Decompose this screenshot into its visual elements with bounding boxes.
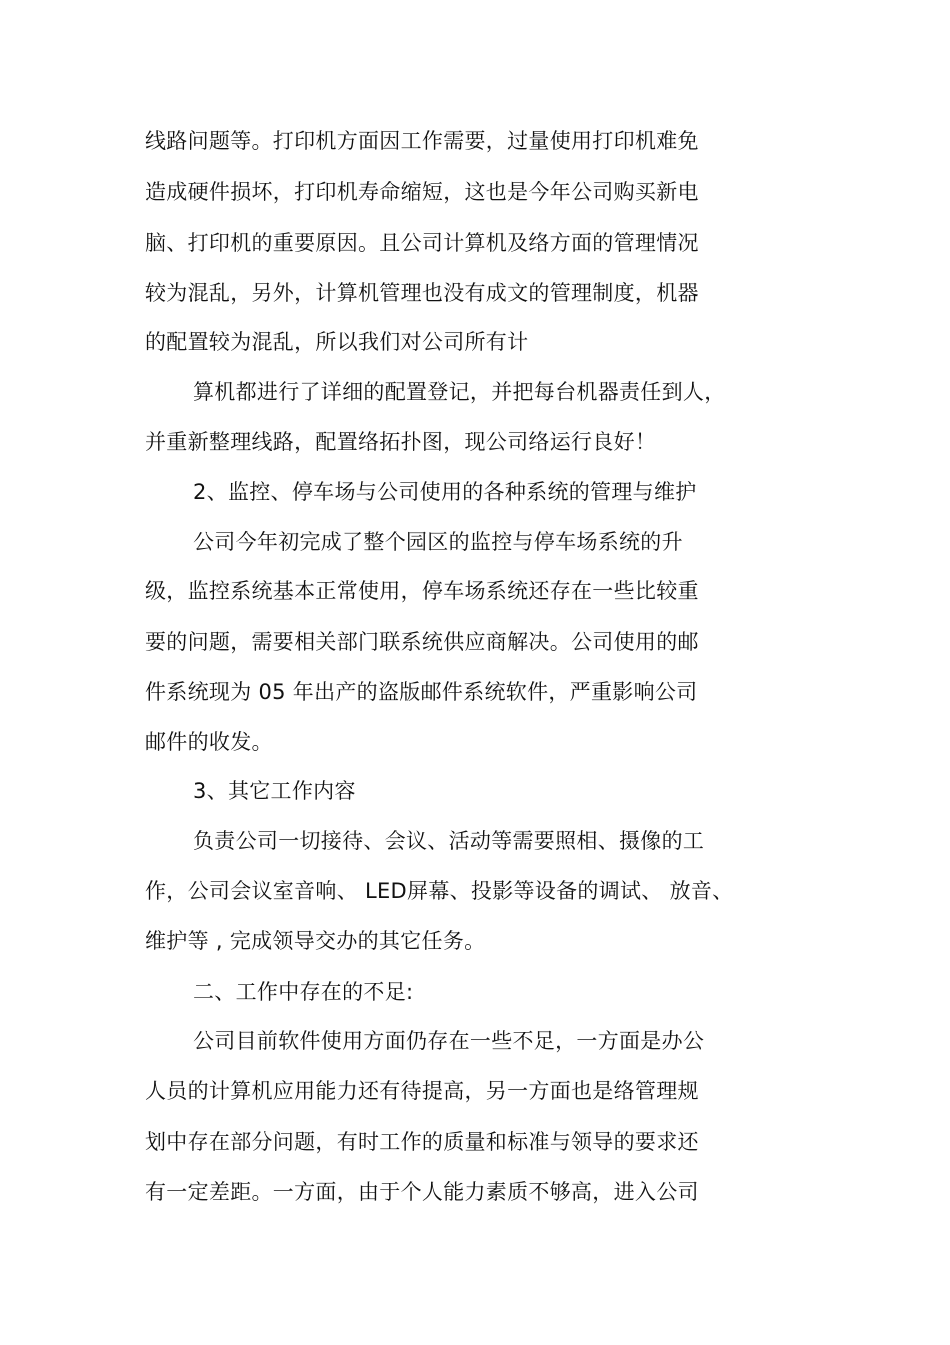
text-line: 邮件的收发。 [145, 730, 273, 754]
text-line: 人员的计算机应用能力还有待提高，另一方面也是络管理规 [145, 1079, 699, 1103]
text-line: 作，公司会议室音响、 LED屏幕、投影等设备的调试、 放音、 [145, 879, 734, 903]
text-line: 负责公司一切接待、会议、活动等需要照相、摄像的工 [193, 829, 705, 853]
section-heading: 2、监控、停车场与公司使用的各种系统的管理与维护 [193, 480, 697, 504]
text-line: 级，监控系统基本正常使用，停车场系统还存在一些比较重 [145, 579, 699, 603]
text-line: 较为混乱，另外，计算机管理也没有成文的管理制度，机器 [145, 281, 699, 305]
text-line: 有一定差距。一方面，由于个人能力素质不够高，进入公司 [145, 1180, 699, 1204]
text-line: 脑、打印机的重要原因。且公司计算机及络方面的管理情况 [145, 231, 699, 255]
text-line: 线路问题等。打印机方面因工作需要，过量使用打印机难免 [145, 129, 699, 153]
text-line: 并重新整理线路，配置络拓扑图，现公司络运行良好！ [145, 430, 657, 454]
text-line: 造成硬件损坏，打印机寿命缩短，这也是今年公司购买新电 [145, 180, 699, 204]
text-line: 公司今年初完成了整个园区的监控与停车场系统的升 [193, 530, 683, 554]
text-line: 件系统现为 05 年出产的盗版邮件系统软件，严重影响公司 [145, 680, 698, 704]
text-line: 算机都进行了详细的配置登记，并把每台机器责任到人， [193, 380, 726, 404]
text-line: 的配置较为混乱，所以我们对公司所有计 [145, 330, 529, 354]
text-line: 维护等 , 完成领导交办的其它任务。 [145, 929, 486, 953]
text-line: 划中存在部分问题，有时工作的质量和标准与领导的要求还 [145, 1130, 699, 1154]
section-heading: 3、其它工作内容 [193, 779, 356, 803]
text-line: 公司目前软件使用方面仍存在一些不足，一方面是办公 [193, 1029, 705, 1053]
section-heading: 二、工作中存在的不足: [193, 980, 414, 1004]
text-line: 要的问题，需要相关部门联系统供应商解决。公司使用的邮 [145, 630, 699, 654]
